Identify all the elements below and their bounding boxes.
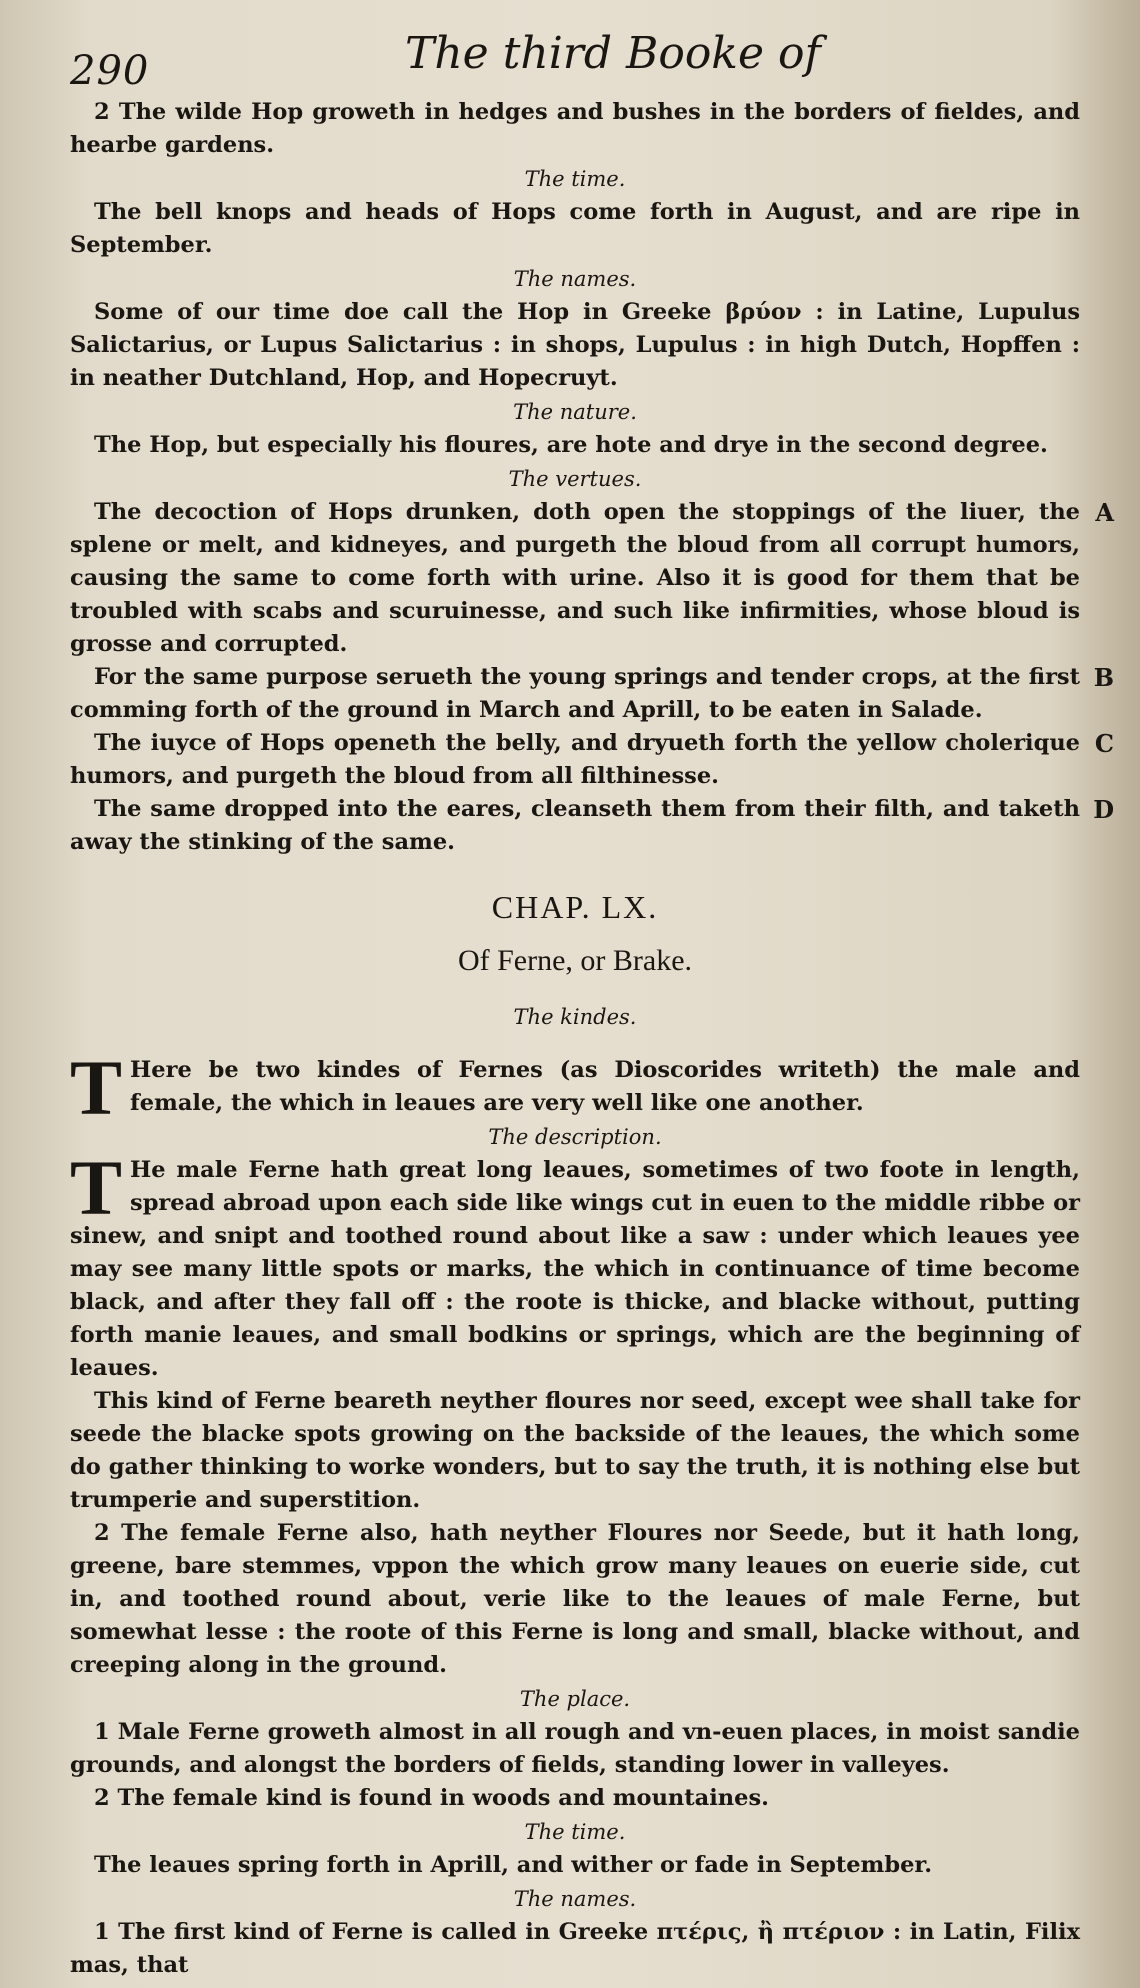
hop-names-heading: The names. bbox=[513, 267, 637, 291]
vertue-text: The decoction of Hops drunken, doth open the stoppings of the liuer, the splene or melt, and kidneyes, and purgeth the bloud from all corrupt humors, causing the same to come forth with urine. Also it is good for them that be troubled with scabs and scuruinesse, and such like infirmities, whose bloud is grosse and corrupted. bbox=[70, 499, 1080, 657]
kindes-heading: The kindes. bbox=[513, 1005, 637, 1029]
kindes-paragraph bbox=[70, 1044, 1080, 1131]
hop-vertue-paragraph bbox=[70, 727, 1114, 793]
description-paragraph bbox=[70, 1144, 1080, 1385]
vertue-text: The iuyce of Hops openeth the belly, and dryueth forth the yellow cholerique humors, and purgeth the bloud from all filthinesse. bbox=[70, 730, 1080, 789]
kindes-text: Here be two kindes of Fernes (as Dioscorides writeth) the male and female, the which in leaues are very well like one another. bbox=[130, 1057, 1080, 1116]
hop-vertue-paragraph bbox=[70, 793, 1114, 859]
hop-vertue-paragraph bbox=[70, 661, 1114, 727]
description-paragraph: 2 The female Ferne also, hath neyther Floures nor Seede, but it hath long, greene, bare stemmes, vppon the which grow many leaues on euerie side, cut in, and toothed round about, verie like to the leaues of male Ferne, but somewhat lesse : the roote of this Ferne is long and small, blacke without, and creeping along in the ground. bbox=[70, 1520, 1080, 1678]
time-heading: The time. bbox=[524, 1820, 626, 1844]
description-heading: The description. bbox=[488, 1125, 662, 1149]
margin-letter: D bbox=[1093, 795, 1114, 824]
hop-names-paragraph: Some of our time doe call the Hop in Greeke βρύον : in Latine, Lupulus Salictarius, or Lupus Salictarius : in shops, Lupulus : in high Dutch, Hopffen : in neather Dutchland, Hop, and Hopecruyt. bbox=[70, 299, 1080, 391]
hop-place-paragraph: 2 The wilde Hop groweth in hedges and bushes in the borders of fieldes, and hearbe gardens. bbox=[70, 99, 1080, 158]
place-paragraph: 2 The female kind is found in woods and mountaines. bbox=[94, 1785, 769, 1811]
names-paragraph: 1 The first kind of Ferne is called in Greeke πτέρις, ἢ πτέριον : in Latin, Filix mas, that bbox=[70, 1919, 1080, 1978]
chapter-number: CHAP. LX. bbox=[491, 889, 659, 925]
time-paragraph: The leaues spring forth in Aprill, and wither or fade in September. bbox=[94, 1852, 933, 1878]
hop-vertue-paragraph bbox=[70, 496, 1114, 661]
hop-time-heading: The time. bbox=[524, 167, 626, 191]
description-paragraph: This kind of Ferne beareth neyther floures nor seed, except wee shall take for seede the blacke spots growing on the backside of the leaues, the which some do gather thinking to worke wonders, but to say the truth, it is nothing else but trumperie and superstition. bbox=[70, 1388, 1080, 1513]
hop-time-paragraph: The bell knops and heads of Hops come forth in August, and are ripe in September. bbox=[70, 199, 1080, 258]
chapter-title: Of Ferne, or Brake. bbox=[457, 944, 693, 977]
running-head bbox=[70, 24, 1080, 96]
margin-letter: A bbox=[1095, 498, 1114, 527]
names-heading: The names. bbox=[513, 1887, 637, 1911]
place-heading: The place. bbox=[519, 1687, 631, 1711]
page-number: 290 bbox=[70, 48, 150, 94]
description-text: He male Ferne hath great long leaues, sometimes of two foote in length, spread abroad upon each side like wings cut in euen to the middle ribbe or sinew, and snipt and toothed round about like a saw : under which leaues yee may see many little spots or marks, the which in continuance of time become black, and after they fall off : the roote is thicke, and blacke without, putting forth manie leaues, and small bodkins or springs, which are the beginning of leaues. bbox=[70, 1157, 1080, 1381]
drop-cap: T bbox=[70, 1044, 123, 1131]
book-title: The third Booke of bbox=[405, 28, 821, 79]
vertue-text: For the same purpose serueth the young springs and tender crops, at the first comming forth of the ground in March and Aprill, to be eaten in Salade. bbox=[70, 664, 1080, 723]
vertue-text: The same dropped into the eares, cleanseth them from their filth, and taketh away the stinking of the same. bbox=[70, 796, 1080, 855]
hop-nature-paragraph: The Hop, but especially his floures, are hote and drye in the second degree. bbox=[94, 432, 1048, 458]
margin-letter: C bbox=[1094, 729, 1114, 758]
drop-cap: T bbox=[70, 1144, 123, 1231]
hop-nature-heading: The nature. bbox=[513, 400, 637, 424]
margin-letter: B bbox=[1093, 663, 1114, 692]
place-paragraph: 1 Male Ferne groweth almost in all rough and vn-euen places, in moist sandie grounds, and alongst the borders of fields, standing lower in valleyes. bbox=[70, 1719, 1080, 1778]
hop-vertues-heading: The vertues. bbox=[508, 467, 642, 491]
